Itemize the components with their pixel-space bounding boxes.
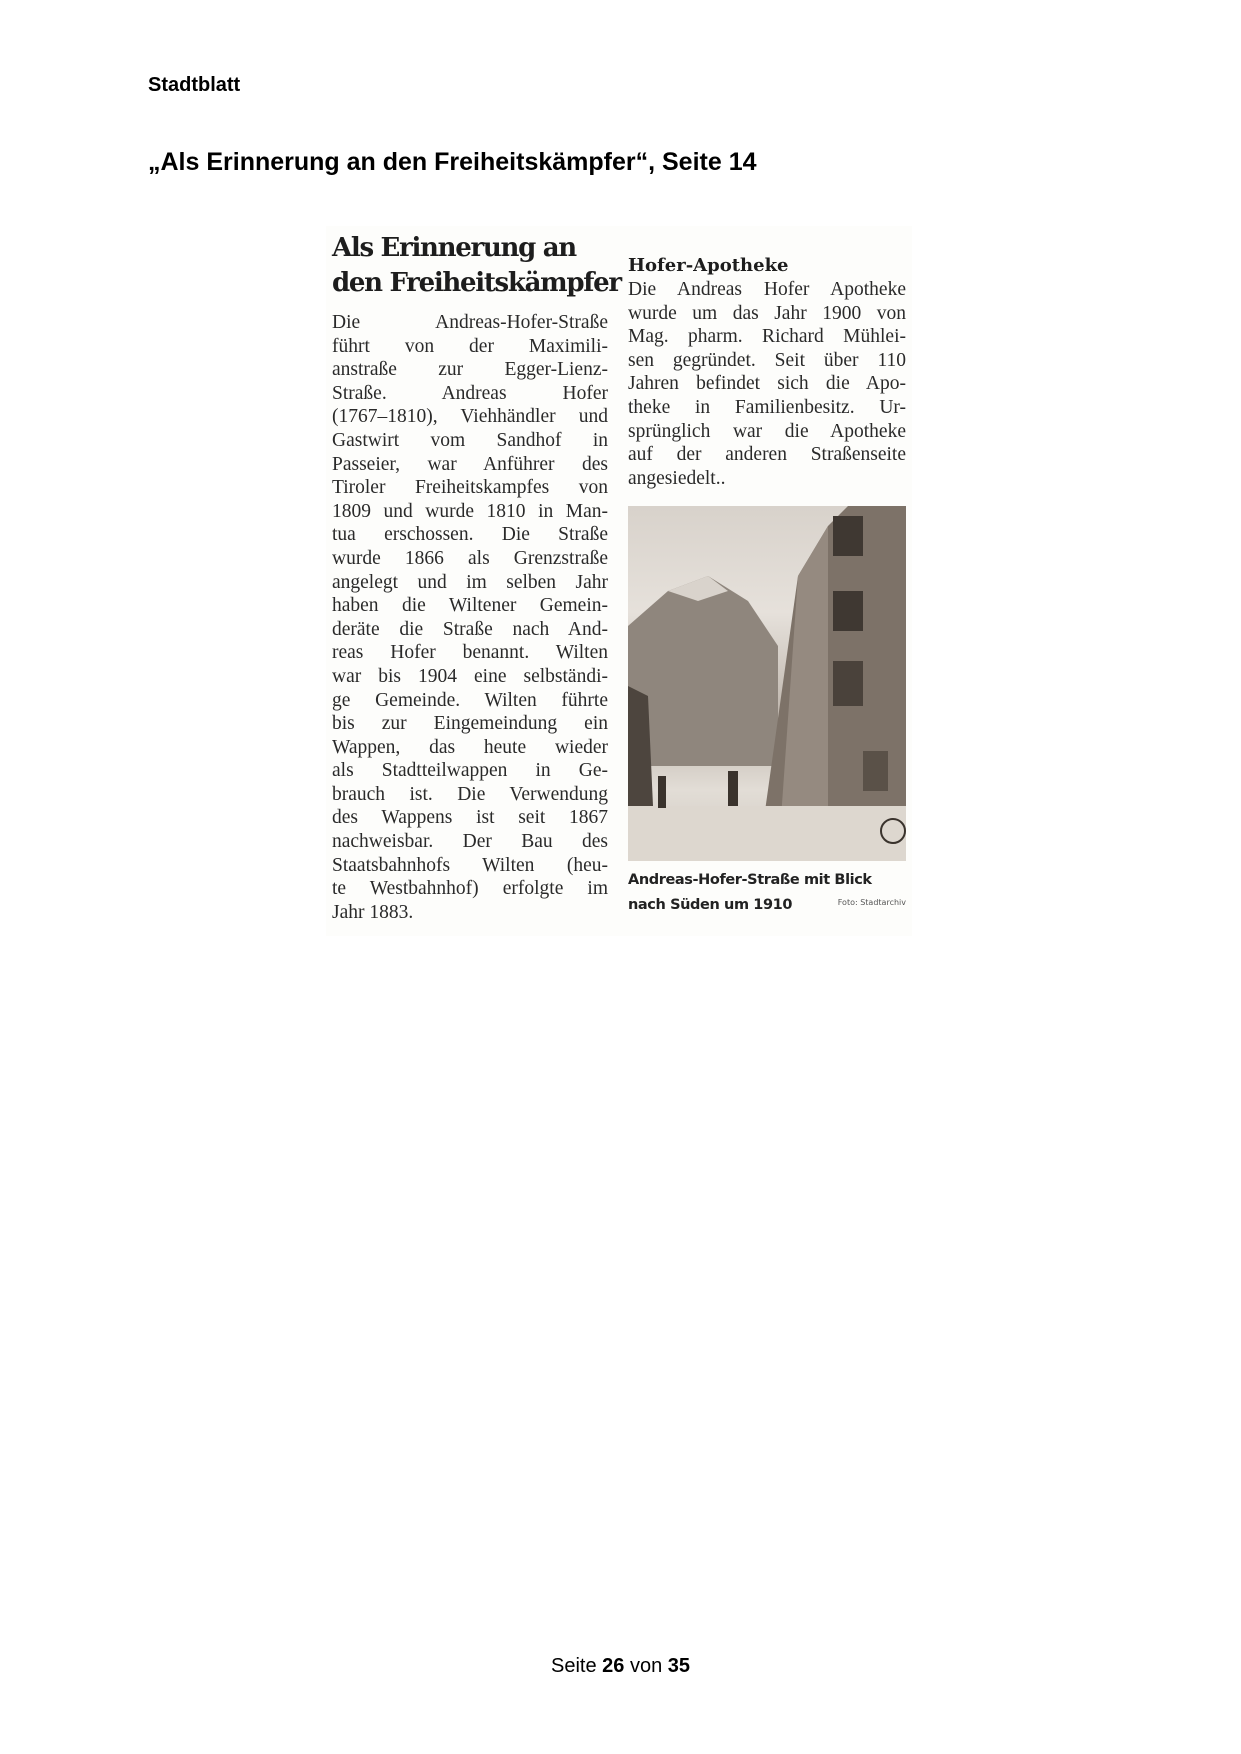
photo-caption [628,868,906,918]
footer-prefix: Seite [550,1655,597,1677]
street-photo-illustration [628,506,906,861]
text-line: haben die Wiltener Gemein- [332,595,608,617]
text-line: Die Andreas Hofer Apotheke [628,279,906,300]
text-line: brauch ist. Die Verwendung [332,783,608,805]
text-line: auf der anderen Straßenseite [628,444,906,466]
text-line: deräte die Straße nach And- [332,618,608,640]
text-line: reas Hofer benannt. Wilten [332,642,608,664]
page-footer [0,1655,1241,1678]
text-line: te Westbahnhof) erfolgte im [332,878,608,900]
text-line: sen gegründet. Seit über 110 [628,349,906,371]
document-title: „Als Erinnerung an den Freiheitskämpfer“, Seite 14 [148,148,757,176]
sidebar-box [628,254,906,490]
article-headline [332,231,621,301]
text-line: war bis 1904 eine selbständi- [332,665,608,687]
text-line: tua erschossen. Die Straße [332,524,608,546]
newspaper-clipping [326,226,912,936]
text-line: ge Gemeinde. Wilten führte [332,689,608,711]
text-line: wurde 1866 als Grenzstraße [332,547,608,569]
text-line: theke in Familienbesitz. Ur- [628,396,906,418]
article-body [332,311,608,924]
sidebar-body [628,278,906,490]
photo-credit: Foto: Stadtarchiv [837,898,906,907]
text-line: des Wappens ist seit 1867 [332,807,608,829]
headline-line: den Freiheitskämpfer [332,268,621,298]
text-line: bis zur Eingemeindung ein [332,713,608,735]
text-line: Tiroler Freiheitskampfes von [332,477,608,499]
current-page-number: 26 [602,1655,625,1677]
total-pages: 35 [667,1655,691,1677]
text-line: als Stadtteilwappen in Ge- [332,760,608,782]
text-line: Jahr 1883. [332,901,414,923]
text-line: Mag. pharm. Richard Mühlei- [628,326,906,348]
text-line: anstraße zur Egger-Lienz- [332,359,608,381]
publication-name: Stadtblatt [148,74,241,96]
text-line: Staatsbahnhofs Wilten (heu- [332,854,608,876]
caption-line: nach Süden um 1910 [628,897,793,913]
text-line: nachweisbar. Der Bau des [332,831,608,853]
text-line: (1767–1810), Viehhändler und [332,406,608,428]
caption-line: Andreas-Hofer-Straße mit Blick [628,872,872,888]
text-line: Wappen, das heute wieder [332,736,608,758]
sidebar-subheading: Hofer-Apotheke [628,255,789,276]
text-line: wurde um das Jahr 1900 von [628,302,906,324]
historic-street-photo [628,506,906,861]
text-line: führt von der Maximili- [332,335,608,357]
text-line: sprünglich war die Apotheke [628,420,906,442]
text-line: Jahren befindet sich die Apo- [628,373,906,395]
headline-line: Als Erinnerung an [332,233,576,263]
text-line: Die Andreas-Hofer-Straße [332,312,608,333]
footer-von: von [629,1655,663,1677]
text-line: Gastwirt vom Sandhof in [332,429,608,451]
text-line: angelegt und im selben Jahr [332,571,608,593]
text-line: 1809 und wurde 1810 in Man- [332,500,608,522]
text-line: angesiedelt.. [628,467,726,489]
text-line: Passeier, war Anführer des [332,453,608,475]
text-line: Straße. Andreas Hofer [332,382,608,404]
